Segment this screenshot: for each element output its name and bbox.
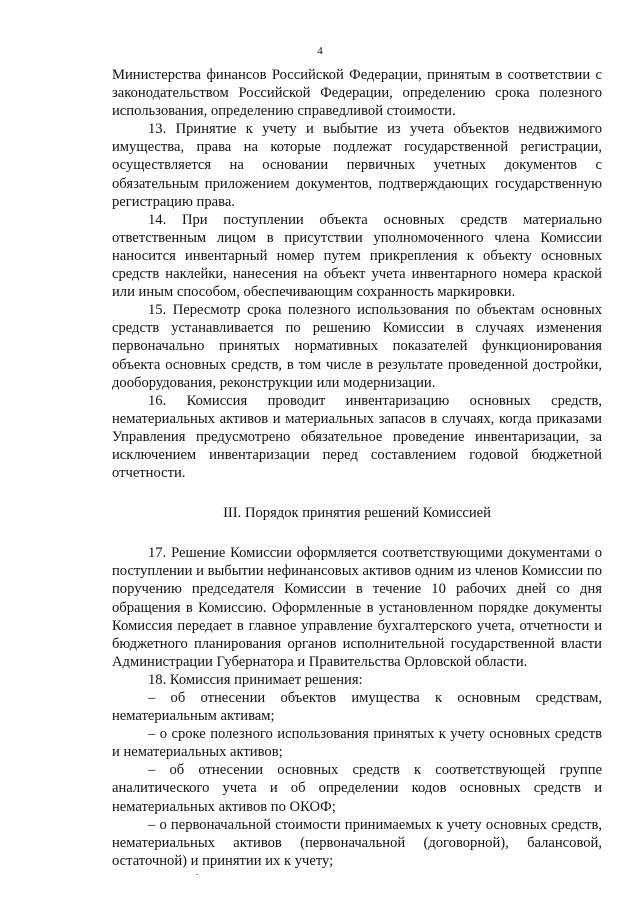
list-item-1: – об отнесении объектов имущества к основным средствам, нематериальным активам;	[112, 690, 602, 725]
paragraph-continuation: Министерства финансов Российской Федерации, принятым в соответствии с законодательством Российской Федерации, определению срока полезного использования, определению справедливой стоимости.	[112, 67, 602, 120]
paragraph-16: 16. Комиссия проводит инвентаризацию основных средств, нематериальных активов и материальных запасов в случаях, когда приказами Управления предусмотрено обязательное проведение инвентаризации, за исключением инвентаризации перед составлением годовой бюджетной отчетности.	[112, 392, 602, 482]
list-item-3: – об отнесении основных средств к соответствующей группе аналитического учета и об определении кодов основных средств и нематериальных активов по ОКОФ;	[112, 762, 602, 815]
section-heading: III. Порядок принятия решений Комиссией	[223, 505, 491, 522]
list-item-2: – о сроке полезного использования принятых к учету основных средств и нематериальных активов;	[112, 726, 602, 761]
paragraph-18: 18. Комиссия принимает решения:	[148, 671, 363, 688]
page-number: 4	[317, 45, 323, 57]
document-body	[112, 66, 602, 870]
paragraph-13: 13. Принятие к учету и выбытие из учета объектов недвижимого имущества, права на которые подлежат государственной регистрации, осуществляется на основании первичных учетных документов с обязательным приложением документов, подтверждающих государственную регистрацию права.	[112, 121, 602, 210]
paragraph-15: 15. Пересмотр срока полезного использования по объектам основных средств устанавливается по решению Комиссии в случаях изменения первоначально принятых нормативных показателей функционирования объекта основных средств, в том числе в результате проведенной достройки, дооборудования, реконструкции или модернизации.	[112, 302, 602, 391]
scan-speck	[196, 874, 198, 875]
paragraph-17: 17. Решение Комиссии оформляется соответствующими документами о поступлении и выбытии нефинансовых активов одним из членов Комиссии по поручению председателя Комиссии в течение 10 рабочих дней со дня обращения в Комиссию. Оформленные в установленном порядке документы Комиссия передает в главное управление бухгалтерского учета, отчетности и бюджетного планирования органов исполнительной государственной власти Администрации Губернатора и Правительства Орловской области.	[112, 545, 602, 670]
list-item-4: – о первоначальной стоимости принимаемых к учету основных средств, нематериальных активов (первоначальной (договорной), балансовой, остаточной) и принятии их к учету;	[112, 816, 602, 869]
paragraph-14: 14. При поступлении объекта основных средств материально ответственным лицом в присутствии уполномоченного члена Комиссии наносится инвентарный номер путем прикрепления к объекту основных средств наклейки, нанесения на объект учета инвентарного номера краской или иным способом, обеспечивающим сохранность маркировки.	[112, 211, 602, 301]
